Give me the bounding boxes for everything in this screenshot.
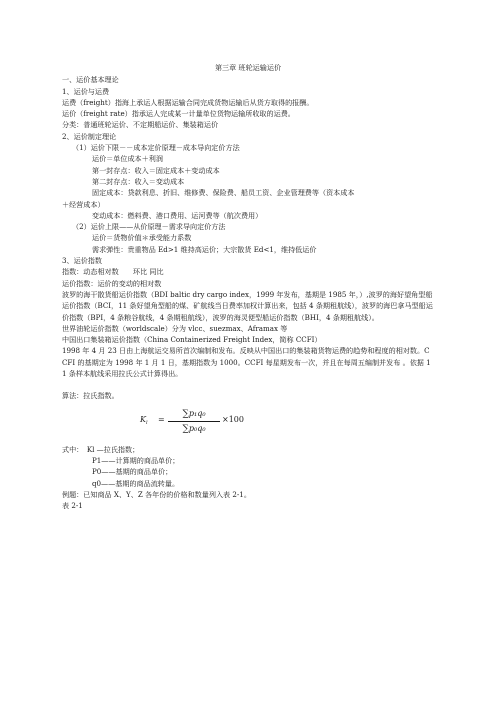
formula-fraction (168, 408, 220, 436)
text-line: 第二封存点：收入＝变动成本 (92, 176, 185, 186)
lower-limit-heading: （1）运价下限－－成本定价原理－成本导向定价方法 (72, 143, 240, 153)
document-body (62, 62, 434, 511)
table-label: 表 2-1 (62, 501, 83, 511)
formula-multiplier: ×100 (222, 414, 244, 424)
text-line: 固定成本：贷款利息、折旧、维修费、保险费、船员工资、企业管理费等（资本成本 (92, 188, 355, 198)
classification-text: 分类：普通班轮运价、不定期船运价、集装箱运价 (62, 120, 219, 130)
formula-equals: = (158, 414, 165, 424)
freight-rate-definition: 运价（freight rate）指承运人完成某一计量单位货物运输所收取的运费。 (62, 109, 295, 119)
ccfi-heading: 中国出口集装箱运价指数（China Containerized Freight Index，简称 CCFI） (62, 335, 322, 345)
freight-definition: 运费（freight）指海上承运人根据运输合同完成货物运输后从货方取得的报酬。 (62, 97, 314, 107)
text-line: q0——基期的商品流转量。 (92, 478, 180, 488)
example-text: 例题：已知商品 X、Y、Z 各年份的价格和数量列入表 2-1。 (62, 489, 251, 499)
text-line: 指数：动态相对数 环比 同比 (62, 267, 164, 277)
subsection-heading: 2、运价制定理论 (62, 131, 117, 141)
upper-limit-heading: （2）运价上限——从价原理－需求导向定价方法 (72, 222, 226, 232)
subsection-heading: 3、运价指数 (62, 256, 102, 266)
text-line: 运价＝单位成本＋利润 (92, 154, 163, 164)
subsection-heading: 1、运价与运费 (62, 86, 110, 96)
text-line: 第一封存点：收入＝固定成本＋变动成本 (92, 165, 220, 175)
formula-numerator: ∑p₁q₀ (168, 408, 220, 422)
bdi-paragraph: 波罗的海干散货船运价指数（BDI baltic dry cargo index，1999 年发布，基期是 1985 年，）,波罗的海好望角型船运价指数（BCI，11 条好望角型船的煤、矿航线当日费率加权计算出来，包括 4 条期租航线），波罗的海巴拿马型船运价指数（BPI，4 条粮谷航线，4 条期租航线），波罗的海灵便型船运价指数（BHI，4 条期租航线）。 (62, 289, 433, 322)
text-line: 运价＝货物价值＊承受能力系数 (92, 233, 192, 243)
formula-k: $K_l$ (140, 414, 148, 426)
section-heading: 一、运价基本理论 (62, 75, 119, 85)
chapter-title: 第三章 班轮运输运价 (214, 63, 282, 72)
text-line: 世界油轮运价指数（worldscale）分为 vlcc、suezmax、Aframax 等 (62, 323, 288, 333)
formula-denominator: ∑p₀q₀ (182, 423, 206, 434)
where-line: 式中： Kl —拉氏指数； (62, 444, 140, 454)
ccfi-paragraph: 1998 年 4 月 23 日由上海航运交易所首次编制和发布。反映从中国出口的集装箱货物运费的趋势和程度的相对数。CCFI 的基期定为 1998 年 1 月 1 日，基期指数为 1000。CCFI 每星期发布一次，并且在每周五编制并发布 。依据 11 条样本航线采用拉氏公式计算得出。 (62, 346, 431, 379)
text-line: P1——计算期的商品单价； (92, 455, 180, 465)
text-line: 变动成本：燃料费、港口费用、运河费等（航次费用） (92, 210, 263, 220)
laspeyres-formula (140, 404, 434, 444)
text-line: 运价指数：运价的变动的相对数 (62, 278, 162, 288)
text-line: ＋经营成本） (62, 199, 105, 209)
text-line: 需求弹性：贵重物品 Ed>1 维持高运价；大宗散货 Ed<1，维持低运价 (92, 244, 317, 254)
text-line: P0——基期的商品单价； (92, 467, 173, 477)
algorithm-label: 算法：拉氏指数。 (62, 391, 119, 401)
